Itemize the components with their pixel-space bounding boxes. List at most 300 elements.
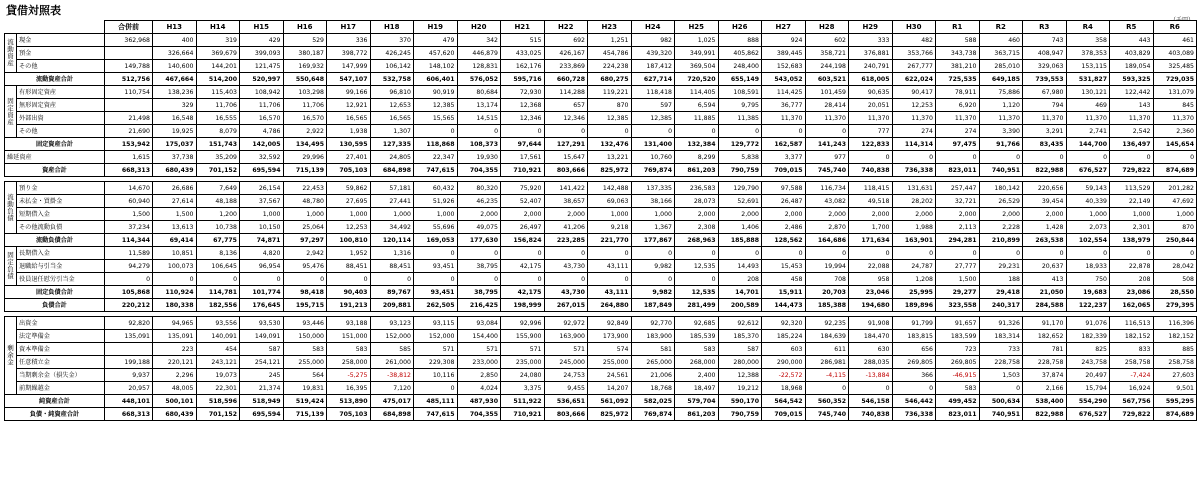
- value-cell: 701,152: [196, 164, 240, 177]
- value-cell: 2,308: [675, 221, 719, 234]
- value-cell: 1,000: [414, 208, 458, 221]
- value-cell: 0: [588, 247, 632, 260]
- value-cell: 2,000: [544, 208, 588, 221]
- value-cell: 2,166: [1023, 382, 1067, 395]
- value-cell: 114,425: [762, 86, 806, 99]
- value-cell: 177,630: [457, 234, 501, 247]
- table-row: [5, 60, 1197, 73]
- value-cell: 28,550: [1153, 286, 1197, 299]
- value-cell: 187,412: [631, 60, 675, 73]
- value-cell: 42,175: [501, 286, 545, 299]
- value-cell: 90,919: [414, 86, 458, 99]
- value-cell: 398,772: [327, 47, 371, 60]
- value-cell: 20,497: [1066, 369, 1110, 382]
- value-cell: 9,795: [718, 99, 762, 112]
- value-cell: 378,353: [1066, 47, 1110, 60]
- value-cell: 825: [1066, 343, 1110, 356]
- value-cell: 723: [936, 343, 980, 356]
- value-cell: 11,385: [718, 112, 762, 125]
- value-cell: 519,424: [283, 395, 327, 408]
- value-cell: 0: [718, 247, 762, 260]
- value-cell: 582,025: [631, 395, 675, 408]
- value-cell: 467,664: [153, 73, 197, 86]
- value-cell: 200,589: [718, 299, 762, 312]
- value-cell: 176,645: [240, 299, 284, 312]
- value-cell: 583: [936, 382, 980, 395]
- base-value: 1,500: [105, 208, 153, 221]
- table-row: [5, 47, 1197, 60]
- header-year: H15: [240, 21, 284, 34]
- value-cell: 0: [675, 247, 719, 260]
- value-cell: 108,942: [240, 86, 284, 99]
- total-row: [5, 286, 1197, 299]
- value-cell: 514,200: [196, 73, 240, 86]
- value-cell: 93,556: [196, 317, 240, 330]
- value-cell: 191,213: [327, 299, 371, 312]
- value-cell: 93,451: [414, 260, 458, 273]
- value-cell: 208: [718, 273, 762, 286]
- value-cell: 141,422: [544, 182, 588, 195]
- value-cell: 1,000: [370, 208, 414, 221]
- value-cell: 92,685: [675, 317, 719, 330]
- value-cell: 389,445: [762, 47, 806, 60]
- value-cell: 93,446: [283, 317, 327, 330]
- value-cell: 429: [240, 34, 284, 47]
- value-cell: 381,210: [936, 60, 980, 73]
- value-cell: 571: [457, 343, 501, 356]
- value-cell: 15,794: [1066, 382, 1110, 395]
- value-cell: 353,766: [892, 47, 936, 60]
- value-cell: 515: [501, 34, 545, 47]
- value-cell: 120,114: [370, 234, 414, 247]
- value-cell: 38,795: [457, 286, 501, 299]
- total-row: [5, 73, 1197, 86]
- value-cell: 0: [805, 382, 849, 395]
- value-cell: 10,738: [196, 221, 240, 234]
- value-cell: 173,900: [588, 330, 632, 343]
- value-cell: 258,758: [1153, 356, 1197, 369]
- value-cell: 781: [1023, 343, 1067, 356]
- table-row: [5, 125, 1197, 138]
- value-cell: 233,869: [544, 60, 588, 73]
- value-cell: 0: [457, 247, 501, 260]
- value-cell: 131,631: [892, 182, 936, 195]
- value-cell: 1,251: [588, 34, 632, 47]
- value-cell: 140,600: [153, 60, 197, 73]
- value-cell: 0: [718, 125, 762, 138]
- value-cell: 26,529: [979, 195, 1023, 208]
- value-cell: 0: [805, 247, 849, 260]
- value-cell: 162,587: [762, 138, 806, 151]
- value-cell: 163,901: [892, 234, 936, 247]
- value-cell: 220,656: [1023, 182, 1067, 195]
- header-year: R4: [1066, 21, 1110, 34]
- value-cell: 24,805: [370, 151, 414, 164]
- value-cell: 11,370: [1066, 112, 1110, 125]
- value-cell: 269,805: [892, 356, 936, 369]
- value-cell: 89,767: [370, 286, 414, 299]
- value-cell: 695,594: [240, 408, 284, 421]
- value-cell: 603: [762, 343, 806, 356]
- value-cell: 0: [1066, 151, 1110, 164]
- value-cell: 55,696: [414, 221, 458, 234]
- header-year: H13: [153, 21, 197, 34]
- value-cell: 116,734: [805, 182, 849, 195]
- value-cell: 258,758: [1110, 356, 1154, 369]
- value-cell: 90,635: [849, 86, 893, 99]
- value-cell: 29,418: [979, 286, 1023, 299]
- value-cell: 376,881: [849, 47, 893, 60]
- value-cell: 108,373: [457, 138, 501, 151]
- value-cell: 110,924: [153, 286, 197, 299]
- value-cell: 2,000: [849, 208, 893, 221]
- value-cell: 169,053: [414, 234, 458, 247]
- value-cell: 1,700: [849, 221, 893, 234]
- base-value: 149,788: [105, 60, 153, 73]
- value-cell: 18,933: [1066, 260, 1110, 273]
- value-cell: 579,704: [675, 395, 719, 408]
- base-value: 153,942: [105, 138, 153, 151]
- value-cell: 454,786: [588, 47, 632, 60]
- value-cell: 122,833: [849, 138, 893, 151]
- value-cell: 0: [936, 151, 980, 164]
- value-cell: 24,080: [501, 369, 545, 382]
- value-cell: 189,054: [1110, 60, 1154, 73]
- row-label: 純資産合計: [5, 395, 105, 408]
- value-cell: 571: [414, 343, 458, 356]
- value-cell: 500,101: [153, 395, 197, 408]
- value-cell: 21,050: [1023, 286, 1067, 299]
- value-cell: 513,890: [327, 395, 371, 408]
- value-cell: 9,218: [588, 221, 632, 234]
- value-cell: 223,285: [544, 234, 588, 247]
- value-cell: 22,347: [414, 151, 458, 164]
- value-cell: 10,851: [153, 247, 197, 260]
- header-year: H25: [675, 21, 719, 34]
- value-cell: 8,299: [675, 151, 719, 164]
- value-cell: 794: [1023, 99, 1067, 112]
- value-cell: 145,654: [1153, 138, 1197, 151]
- row-label: 負債・純資産合計: [5, 408, 105, 421]
- value-cell: 1,938: [327, 125, 371, 138]
- value-cell: 9,982: [631, 286, 675, 299]
- row-label: 法定準備金: [17, 330, 105, 343]
- value-cell: 443: [1110, 34, 1154, 47]
- value-cell: 274: [892, 125, 936, 138]
- value-cell: 461: [1153, 34, 1197, 47]
- value-cell: 0: [414, 125, 458, 138]
- total-row: [5, 164, 1197, 177]
- value-cell: 709,015: [762, 408, 806, 421]
- value-cell: 11,370: [979, 112, 1023, 125]
- value-cell: 11,370: [1153, 112, 1197, 125]
- header-year: H30: [892, 21, 936, 34]
- base-value: 668,313: [105, 408, 153, 421]
- value-cell: 861,203: [675, 408, 719, 421]
- row-label: 固定資産合計: [5, 138, 105, 151]
- value-cell: 520,997: [240, 73, 284, 86]
- value-cell: 885: [1153, 343, 1197, 356]
- value-cell: 0: [501, 125, 545, 138]
- header-year: R3: [1023, 21, 1067, 34]
- value-cell: 560,352: [805, 395, 849, 408]
- value-cell: 649,185: [979, 73, 1023, 86]
- value-cell: 740,951: [979, 164, 1023, 177]
- value-cell: 122,442: [1110, 86, 1154, 99]
- value-cell: 595,295: [1153, 395, 1197, 408]
- value-cell: 153,115: [1066, 60, 1110, 73]
- value-cell: 369,679: [196, 47, 240, 60]
- value-cell: 93,115: [414, 317, 458, 330]
- value-cell: 187,849: [631, 299, 675, 312]
- value-cell: 660,728: [544, 73, 588, 86]
- value-cell: 183,900: [631, 330, 675, 343]
- value-cell: 240,791: [849, 60, 893, 73]
- value-cell: 750: [1066, 273, 1110, 286]
- value-cell: 180,142: [979, 182, 1023, 195]
- value-cell: 479: [414, 34, 458, 47]
- value-cell: 91,908: [849, 317, 893, 330]
- value-cell: 195,715: [283, 299, 327, 312]
- section-label: 剰余金: [5, 317, 17, 395]
- value-cell: 35,209: [196, 151, 240, 164]
- value-cell: 823,011: [936, 408, 980, 421]
- value-cell: 7,649: [196, 182, 240, 195]
- value-cell: 729,035: [1153, 73, 1197, 86]
- table-row: [5, 317, 1197, 330]
- value-cell: 20,637: [1023, 260, 1067, 273]
- value-cell: 790,759: [718, 408, 762, 421]
- value-cell: 597: [631, 99, 675, 112]
- value-cell: 0: [544, 273, 588, 286]
- value-cell: 11,370: [1110, 112, 1154, 125]
- value-cell: 91,170: [1023, 317, 1067, 330]
- value-cell: 0: [370, 273, 414, 286]
- value-cell: 1,025: [675, 34, 719, 47]
- value-cell: 38,795: [457, 260, 501, 273]
- value-cell: 692: [544, 34, 588, 47]
- value-cell: 8,136: [196, 247, 240, 260]
- value-cell: 2,400: [675, 369, 719, 382]
- value-cell: 532,758: [370, 73, 414, 86]
- value-cell: 91,657: [936, 317, 980, 330]
- value-cell: 26,154: [240, 182, 284, 195]
- table-row: [5, 221, 1197, 234]
- value-cell: 740,951: [979, 408, 1023, 421]
- value-cell: 710,921: [501, 164, 545, 177]
- value-cell: 10,150: [240, 221, 284, 234]
- value-cell: 151,743: [196, 138, 240, 151]
- value-cell: 0: [414, 382, 458, 395]
- value-cell: 32,721: [936, 195, 980, 208]
- base-value: 14,670: [105, 182, 153, 195]
- base-value: 0: [105, 273, 153, 286]
- value-cell: 92,612: [718, 317, 762, 330]
- value-cell: 366: [892, 369, 936, 382]
- value-cell: 2,000: [457, 208, 501, 221]
- value-cell: 405,862: [718, 47, 762, 60]
- value-cell: 1,367: [631, 221, 675, 234]
- value-cell: 7,120: [370, 382, 414, 395]
- value-cell: 15,565: [414, 112, 458, 125]
- header-year: H20: [457, 21, 501, 34]
- value-cell: 93,188: [327, 317, 371, 330]
- total-row: [5, 234, 1197, 247]
- value-cell: 9,982: [631, 260, 675, 273]
- value-cell: 329: [153, 99, 197, 112]
- base-value: 21,498: [105, 112, 153, 125]
- base-value: 668,313: [105, 164, 153, 177]
- value-cell: 2,073: [1066, 221, 1110, 234]
- value-cell: 822,988: [1023, 164, 1067, 177]
- value-cell: 209,881: [370, 299, 414, 312]
- value-cell: 11,885: [675, 112, 719, 125]
- value-cell: 2,000: [892, 208, 936, 221]
- row-label: 流動資産合計: [5, 73, 105, 86]
- value-cell: 92,996: [501, 317, 545, 330]
- value-cell: 12,368: [501, 99, 545, 112]
- value-cell: 28,414: [805, 99, 849, 112]
- value-cell: 0: [457, 273, 501, 286]
- value-cell: 2,000: [501, 208, 545, 221]
- value-cell: 2,000: [1023, 208, 1067, 221]
- value-cell: 92,972: [544, 317, 588, 330]
- value-cell: 51,926: [414, 195, 458, 208]
- value-cell: 88,451: [327, 260, 371, 273]
- value-cell: 0: [501, 273, 545, 286]
- value-cell: 96,954: [240, 260, 284, 273]
- header-year: H28: [805, 21, 849, 34]
- value-cell: 245: [240, 369, 284, 382]
- row-label: 任意積立金: [17, 356, 105, 369]
- value-cell: 189,896: [892, 299, 936, 312]
- table-row: [5, 260, 1197, 273]
- row-label: 未払金・買掛金: [17, 195, 105, 208]
- value-cell: 26,487: [762, 195, 806, 208]
- value-cell: 91,326: [979, 317, 1023, 330]
- value-cell: 1,500: [936, 273, 980, 286]
- value-cell: 115,403: [196, 86, 240, 99]
- value-cell: 223: [153, 343, 197, 356]
- value-cell: 83,435: [1023, 138, 1067, 151]
- value-cell: 78,911: [936, 86, 980, 99]
- value-cell: 326,664: [153, 47, 197, 60]
- value-cell: -7,424: [1110, 369, 1154, 382]
- value-cell: 547,107: [327, 73, 371, 86]
- value-cell: 588: [936, 34, 980, 47]
- value-cell: 595,716: [501, 73, 545, 86]
- value-cell: 12,388: [718, 369, 762, 382]
- value-cell: 11,706: [283, 99, 327, 112]
- value-cell: 12,535: [675, 260, 719, 273]
- value-cell: 380,187: [283, 47, 327, 60]
- section-label: 流動負債: [5, 182, 17, 234]
- value-cell: 587: [240, 343, 284, 356]
- value-cell: 0: [979, 382, 1023, 395]
- value-cell: 22,149: [1110, 195, 1154, 208]
- header-year: H17: [327, 21, 371, 34]
- row-label: 無形固定資産: [17, 99, 105, 112]
- value-cell: 228,758: [979, 356, 1023, 369]
- value-cell: 185,888: [718, 234, 762, 247]
- value-cell: 747,615: [414, 164, 458, 177]
- value-cell: 745,740: [805, 164, 849, 177]
- value-cell: 27,441: [370, 195, 414, 208]
- value-cell: 116,396: [1153, 317, 1197, 330]
- value-cell: 229,308: [414, 356, 458, 369]
- table-row: [5, 330, 1197, 343]
- value-cell: 19,925: [153, 125, 197, 138]
- value-cell: 531,827: [1066, 73, 1110, 86]
- value-cell: 611: [805, 343, 849, 356]
- value-cell: 715,139: [283, 164, 327, 177]
- value-cell: 143: [1110, 99, 1154, 112]
- value-cell: 1,000: [1110, 208, 1154, 221]
- value-cell: 12,385: [414, 99, 458, 112]
- value-cell: 72,930: [501, 86, 545, 99]
- value-cell: 92,320: [762, 317, 806, 330]
- value-cell: 561,092: [588, 395, 632, 408]
- value-cell: 10,760: [631, 151, 675, 164]
- row-label: 資本準備金: [17, 343, 105, 356]
- value-cell: 358: [1066, 34, 1110, 47]
- value-cell: 733: [979, 343, 1023, 356]
- value-cell: 433,025: [501, 47, 545, 60]
- table-row: [5, 86, 1197, 99]
- value-cell: 11,370: [1023, 112, 1067, 125]
- header-year: R2: [979, 21, 1023, 34]
- value-cell: 37,567: [240, 195, 284, 208]
- value-cell: 19,930: [457, 151, 501, 164]
- value-cell: 0: [892, 151, 936, 164]
- value-cell: 19,073: [196, 369, 240, 382]
- value-cell: 603,521: [805, 73, 849, 86]
- value-cell: 80,684: [457, 86, 501, 99]
- value-cell: 235,000: [501, 356, 545, 369]
- value-cell: 294,281: [936, 234, 980, 247]
- value-cell: 28,073: [675, 195, 719, 208]
- value-cell: 590,170: [718, 395, 762, 408]
- value-cell: 1,000: [1153, 208, 1197, 221]
- value-cell: 182,556: [196, 299, 240, 312]
- value-cell: 518,596: [196, 395, 240, 408]
- value-cell: 1,000: [240, 208, 284, 221]
- value-cell: 0: [588, 273, 632, 286]
- base-value: 448,101: [105, 395, 153, 408]
- value-cell: 28,202: [892, 195, 936, 208]
- value-cell: 14,701: [718, 286, 762, 299]
- value-cell: 342: [457, 34, 501, 47]
- value-cell: 130,121: [1066, 86, 1110, 99]
- value-cell: 23,086: [1110, 286, 1154, 299]
- value-cell: 48,780: [283, 195, 327, 208]
- header-base: 合併前: [105, 21, 153, 34]
- value-cell: 587: [718, 343, 762, 356]
- value-cell: 24,787: [892, 260, 936, 273]
- value-cell: 175,037: [153, 138, 197, 151]
- value-cell: 12,253: [892, 99, 936, 112]
- value-cell: -22,572: [762, 369, 806, 382]
- table-row: [5, 382, 1197, 395]
- table-row: [5, 195, 1197, 208]
- value-cell: 13,221: [588, 151, 632, 164]
- value-cell: 769,874: [631, 164, 675, 177]
- value-cell: 508: [1153, 273, 1197, 286]
- value-cell: 16,570: [240, 112, 284, 125]
- row-label: 固定負債合計: [5, 286, 105, 299]
- base-value: [105, 47, 153, 60]
- header-year: R1: [936, 21, 980, 34]
